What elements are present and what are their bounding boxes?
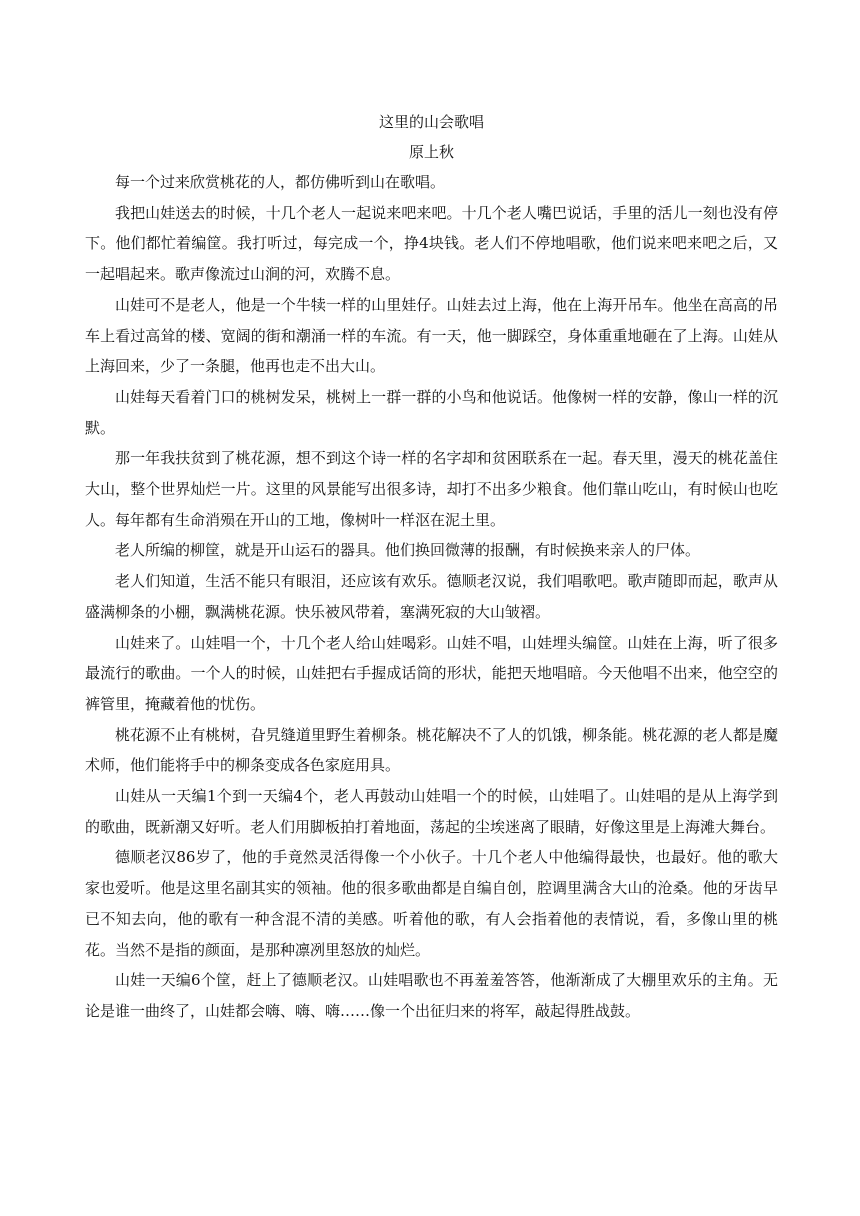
paragraph: 桃花源不止有桃树，旮旯缝道里野生着柳条。桃花解决不了人的饥饿，柳条能。桃花源的老人都是魔术师，他们能将手中的柳条变成各色家庭用具。 — [85, 725, 778, 775]
paragraph: 我把山娃送去的时候，十几个老人一起说来吧来吧。十几个老人嘴巴说话，手里的活儿一刻也没有停下。他们都忙着编筐。我打听过，每完成一个，挣4块钱。老人们不停地唱歌，他们说来吧来吧之后，又一起唱起来。歌声像流过山涧的河，欢腾不息。 — [85, 203, 778, 284]
paragraph: 老人们知道，生活不能只有眼泪，还应该有欢乐。德顺老汉说，我们唱歌吧。歌声随即而起，歌声从盛满柳条的小棚，飘满桃花源。快乐被风带着，塞满死寂的大山皱褶。 — [85, 572, 778, 621]
paragraph: 每一个过来欣赏桃花的人，都仿佛听到山在歌唱。 — [115, 173, 446, 191]
paragraph: 那一年我扶贫到了桃花源，想不到这个诗一样的名字却和贫困联系在一起。春天里，漫天的桃花盖住大山，整个世界灿烂一片。这里的风景能写出很多诗，却打不出多少粮食。他们靠山吃山，有时候山也吃人。每年都有生命消殒在开山的工地，像树叶一样沤在泥土里。 — [85, 449, 778, 529]
paragraph: 山娃从一天编1个到一天编4个，老人再鼓动山娃唱一个的时候，山娃唱了。山娃唱的是从上海学到的歌曲，既新潮又好听。老人们用脚板拍打着地面，荡起的尘埃迷离了眼睛，好像这里是上海滩大舞台。 — [85, 787, 778, 836]
paragraph: 老人所编的柳筐，就是开山运石的器具。他们换回微薄的报酬，有时候换来亲人的尸体。 — [115, 541, 701, 560]
paragraph: 德顺老汉86岁了，他的手竟然灵活得像一个小伙子。十几个老人中他编得最快，也最好。他的歌大家也爱听。他是这里名副其实的领袖。他的很多歌曲都是自编自创，腔调里满含大山的沧桑。他的牙齿早已不知去向，他的歌有一种含混不清的美感。听着他的歌，有人会指着他的表情说，看，多像山里的桃花。当然不是指的颜面，是那种凛冽里怒放的灿烂。 — [85, 848, 778, 959]
paragraph: 山娃来了。山娃唱一个，十几个老人给山娃喝彩。山娃不唱，山娃埋头编筐。山娃在上海，听了很多最流行的歌曲。一个人的时候，山娃把右手握成话筒的形状，能把天地唱暗。今天他唱不出来，他空空的裤管里，掩藏着他的忧伤。 — [85, 633, 778, 713]
paragraph: 山娃可不是老人，他是一个牛犊一样的山里娃仔。山娃去过上海，他在上海开吊车。他坐在高高的吊车上看过高耸的楼、宽阔的街和潮涌一样的车流。有一天，他一脚踩空，身体重重地砸在了上海。山娃从上海回来，少了一条腿，他再也走不出大山。 — [85, 295, 778, 376]
article-author: 原上秋 — [408, 143, 454, 161]
document-body — [85, 107, 778, 1027]
paragraph: 山娃每天看着门口的桃树发呆，桃树上一群一群的小鸟和他说话。他像树一样的安静，像山一样的沉默。 — [85, 387, 778, 437]
paragraph: 山娃一天编6个筐，赶上了德顺老汉。山娃唱歌也不再羞羞答答，他渐渐成了大棚里欢乐的主角。无论是谁一曲终了，山娃都会嗨、嗨、嗨……像一个出征归来的将军，敲起得胜战鼓。 — [85, 971, 778, 1020]
article-title: 这里的山会歌唱 — [378, 113, 484, 131]
